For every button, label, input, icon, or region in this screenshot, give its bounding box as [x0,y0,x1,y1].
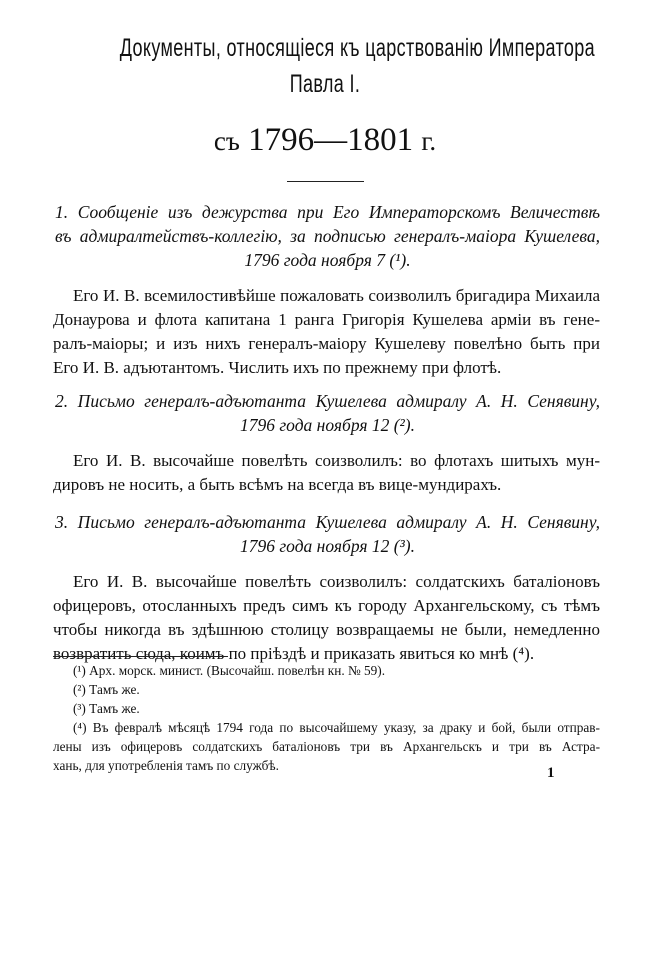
heading-line: 2. Письмо генералъ-адъютанта Кушелева адмиралу А. Н. Сенявину, [55,391,600,411]
body-line: дировъ не носить, а быть всѣмъ на всегда въ вице-мундирахъ. [53,475,502,494]
heading-line: въ адмиралтействъ-коллегію, за подписью генералъ-маіора Кушелева, [55,226,600,246]
footnote-mark: (⁴) [73,720,87,735]
body-line: чтобы никогда въ здѣшнюю столицу возвращаемы не были, немедленно [53,620,600,639]
document-3-heading [55,510,600,558]
body-line: Его И. В. высочайше повелѣть соизволилъ: солдатскихъ баталіоновъ [73,572,600,591]
document-2-heading [55,389,600,437]
years-suffix: г. [421,126,437,156]
footnote-4-line: хань, для употребленія тамъ по службѣ. [53,758,279,773]
footnotes [53,661,600,775]
body-line: офицеровъ, отосланныхъ предъ симъ къ городу Архангельскому, съ тѣмъ [53,596,600,615]
heading-line: 1. Сообщеніе изъ дежурства при Его Императорскомъ Величествѣ [55,202,600,222]
years-prefix: съ [213,126,240,156]
years-value: 1796—1801 [248,122,414,158]
footnote-mark: (³) [73,701,86,716]
body-line: Его И. В. адъютантомъ. Числить ихъ по прежнему при флотѣ. [53,358,502,377]
footnote-text: Тамъ же. [89,701,140,716]
footnote-text: Тамъ же. [89,682,140,697]
footnote-4-line: лены изъ офицеровъ солдатскихъ баталіоновъ три въ Архангельскъ и три въ Астра- [53,739,600,754]
document-1-heading [55,200,600,272]
body-line: ралъ-маіоры; и изъ нихъ генералъ-маіору Кушелеву повелѣно быть при [53,334,600,353]
footnote-divider [53,656,228,657]
document-3-body [53,570,600,666]
heading-date: 1796 года ноября 12 (³). [239,536,416,556]
body-line: Донаурова и флота капитана 1 ранга Григорія Кушелева арміи въ гене- [53,310,600,329]
body-line: Его И. В. высочайше повелѣть соизволилъ: во флотахъ шитыхъ мун- [73,451,600,470]
footnote-text: Арх. морск. минист. (Высочайш. повелѣн кн. № 59). [89,663,386,678]
page-title-line2: Павла I. [289,70,361,98]
footnote-3 [53,699,600,718]
heading-date: 1796 года ноября 12 (²). [239,415,416,435]
footnote-2 [53,680,600,699]
footnote-text: Въ февралѣ мѣсяцѣ 1794 года по высочайшему указу, за драку и бой, были отправ- [92,720,600,735]
document-1-body [53,284,600,380]
heading-line: 3. Письмо генералъ-адъютанта Кушелева адмиралу А. Н. Сенявину, [55,512,600,532]
body-line: возвратить сюда, коимъ по пріѣздѣ и приказать явиться ко мнѣ (⁴). [53,644,535,663]
footnote-mark: (²) [73,682,86,697]
page-number: 1 [547,765,555,781]
footnote-4 [53,718,600,737]
body-line: Его И. В. всемилостивѣйше пожаловать соизволилъ бригадира Михаила [73,286,600,305]
document-2-body [53,449,600,497]
footnote-mark: (¹) [73,663,86,678]
footnote-1 [53,661,600,680]
title-divider [287,181,364,182]
heading-date: 1796 года ноября 7 (¹). [244,250,411,270]
page-title: Документы, относящіеся къ царствованію Императора [119,34,596,62]
years-range [40,122,610,159]
